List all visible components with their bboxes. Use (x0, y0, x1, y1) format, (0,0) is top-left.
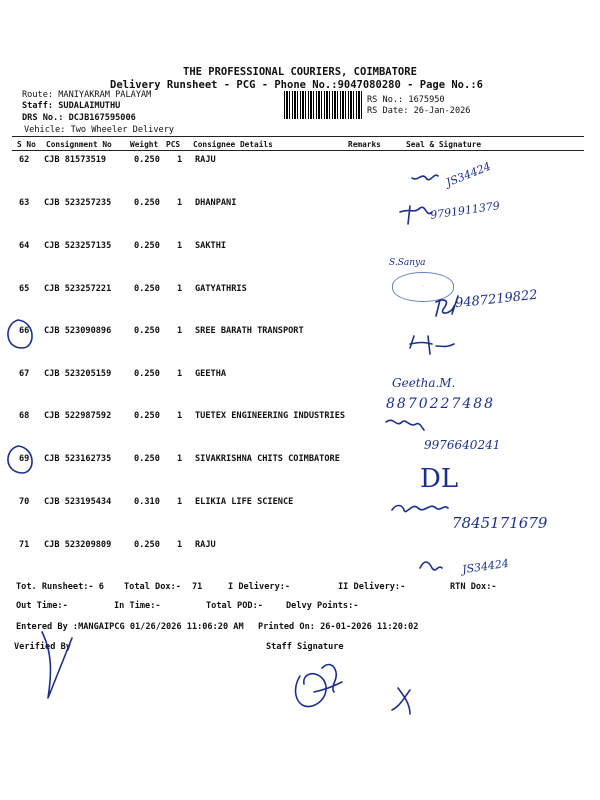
col-consignee: Consignee Details (193, 140, 273, 149)
row-pcs: 1 (177, 369, 183, 379)
row-weight: 0.250 (134, 540, 160, 550)
col-weight: Weight (130, 140, 159, 149)
row-consignee: SIVAKRISHNA CHITS COIMBATORE (195, 454, 340, 464)
row-pcs: 1 (177, 326, 183, 336)
rtn-dox: RTN Dox:- (450, 582, 497, 592)
i-delivery: I Delivery:- (228, 582, 291, 592)
row-pcs: 1 (177, 155, 183, 165)
row-consignment: CJB 523257135 (44, 241, 112, 251)
row-consignment: CJB 523209809 (44, 540, 112, 550)
row-consignee: TUETEX ENGINEERING INDUSTRIES (195, 411, 346, 421)
row-consignee: GATYATHRIS (195, 284, 247, 294)
row-consignment: CJB 81573519 (44, 155, 107, 165)
row-sno: 65 (19, 284, 30, 294)
handwritten-phone-69: 9976640241 (424, 438, 501, 452)
in-time: In Time:- (114, 601, 161, 611)
handwritten-phone-63: 9791911379 (429, 199, 501, 222)
drs-label: DRS No.: DCJB167595006 (22, 113, 136, 123)
col-remarks: Remarks (348, 140, 381, 149)
ii-delivery: II Delivery:- (338, 582, 406, 592)
handwritten-note-62: JS34424 (444, 159, 493, 190)
row-sno: 67 (19, 369, 30, 379)
row-consignment: CJB 523162735 (44, 454, 112, 464)
row-sno: 70 (19, 497, 30, 507)
row-sno: 71 (19, 540, 30, 550)
row-pcs: 1 (177, 454, 183, 464)
runsheet-subtitle: Delivery Runsheet - PCG - Phone No.:9047080280 - Page No.:6 (110, 79, 483, 91)
signature-66 (436, 296, 458, 316)
circle-mark-69 (8, 446, 32, 473)
rs-number: RS No.: 1675950 (367, 95, 445, 105)
circle-mark-66 (8, 320, 32, 348)
col-seal-signature: Seal & Signature (406, 140, 482, 149)
signature-63 (400, 206, 432, 224)
row-weight: 0.250 (134, 198, 160, 208)
row-sno: 62 (19, 155, 30, 165)
row-weight: 0.250 (134, 326, 160, 336)
row-consignee: SREE BARATH TRANSPORT (195, 326, 304, 336)
printed-on: Printed On: 26-01-2026 11:20:02 (258, 622, 419, 632)
row-consignee: RAJU (195, 155, 216, 165)
row-pcs: 1 (177, 241, 183, 251)
signature-68 (386, 420, 424, 430)
signature-62 (412, 175, 438, 180)
total-dox-value: 71 (192, 582, 203, 592)
row-consignee: GEETHA (195, 369, 227, 379)
cross-mark (392, 688, 410, 714)
row-consignee: RAJU (195, 540, 216, 550)
handwritten-note-72: JS34424 (461, 556, 510, 577)
row-sno: 69 (19, 454, 30, 464)
handwritten-phone-71: 7845171679 (452, 514, 548, 532)
handwritten-phone-66: 9487219822 (454, 287, 539, 312)
signature-66b (410, 336, 454, 354)
row-sno: 68 (19, 411, 30, 421)
staff-signature-label: Staff Signature (266, 642, 344, 652)
row-consignment: CJB 522987592 (44, 411, 112, 421)
tot-runsheet: Tot. Runsheet:- 6 (16, 582, 104, 592)
row-weight: 0.250 (134, 369, 160, 379)
row-sno: 63 (19, 198, 30, 208)
row-pcs: 1 (177, 497, 183, 507)
company-title: THE PROFESSIONAL COURIERS, COIMBATORE (183, 66, 417, 78)
row-consignment: CJB 523090896 (44, 326, 112, 336)
row-sno: 64 (19, 241, 30, 251)
col-consignment: Consignment No (46, 140, 112, 149)
staff-signature (296, 665, 342, 707)
total-dox-label: Total Dox:- (124, 582, 181, 592)
entered-by: Entered By :MANGAIPCG 01/26/2026 11:06:20 AM (16, 622, 244, 632)
out-time: Out Time:- (16, 601, 68, 611)
handwritten-initials-70: DL (420, 464, 459, 494)
row-consignment: CJB 523205159 (44, 369, 112, 379)
total-pod: Total POD:- (206, 601, 263, 611)
row-pcs: 1 (177, 284, 183, 294)
row-weight: 0.250 (134, 241, 160, 251)
handwritten-phone-67: 8870227488 (386, 396, 496, 412)
seal-stamp: ◦ (392, 272, 454, 302)
row-pcs: 1 (177, 411, 183, 421)
row-consignee: DHANPANI (195, 198, 237, 208)
handwritten-name-67: Geetha.M. (392, 376, 456, 390)
rs-date: RS Date: 26-Jan-2026 (367, 106, 471, 116)
verify-mark (42, 632, 72, 698)
delvy-points: Delvy Points:- (286, 601, 359, 611)
col-pcs: PCS (166, 140, 181, 149)
row-consignee: ELIKIA LIFE SCIENCE (195, 497, 294, 507)
col-sno: S No (17, 140, 36, 149)
row-pcs: 1 (177, 540, 183, 550)
row-sno: 66 (19, 326, 30, 336)
row-weight: 0.310 (134, 497, 160, 507)
row-weight: 0.250 (134, 155, 160, 165)
row-pcs: 1 (177, 198, 183, 208)
signature-71 (420, 562, 442, 570)
handwritten-name-65: S.Sanya (389, 258, 426, 268)
route-label: Route: MANIYAKRAM PALAYAM (22, 90, 152, 100)
row-consignee: SAKTHI (195, 241, 227, 251)
row-weight: 0.250 (134, 454, 160, 464)
row-consignment: CJB 523257221 (44, 284, 112, 294)
row-weight: 0.250 (134, 284, 160, 294)
staff-label: Staff: SUDALAIMUTHU (22, 101, 121, 111)
signature-70 (392, 506, 448, 512)
row-weight: 0.250 (134, 411, 160, 421)
vehicle-label: Vehicle: Two Wheeler Delivery (24, 125, 175, 135)
row-consignment: CJB 523257235 (44, 198, 112, 208)
row-consignment: CJB 523195434 (44, 497, 112, 507)
verified-by: Verified By (14, 642, 71, 652)
